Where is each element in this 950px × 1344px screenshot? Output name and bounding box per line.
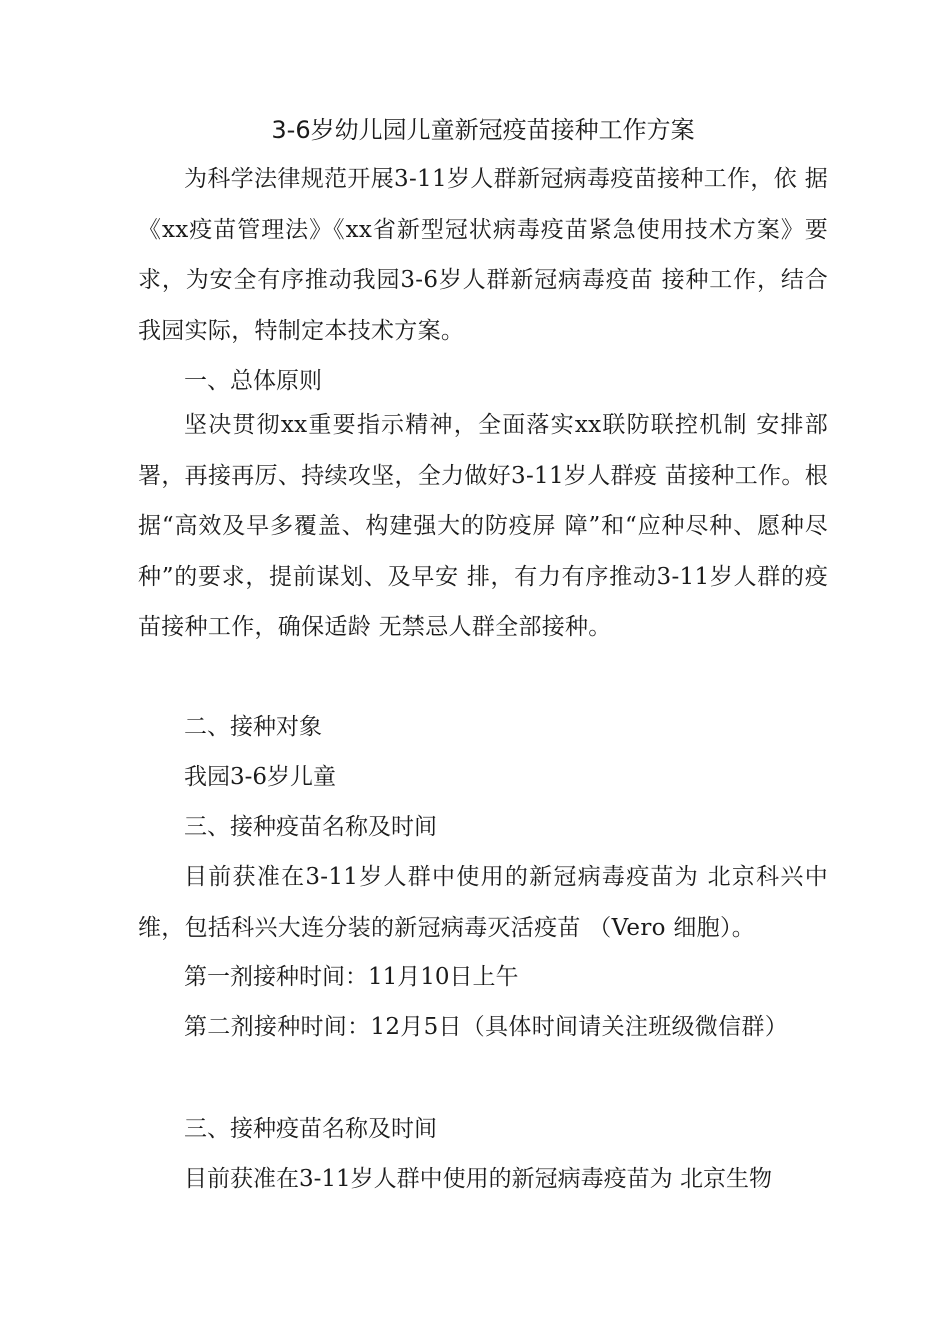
intro-paragraph: 为科学法律规范开展3-11岁人群新冠病毒疫苗接种工作，依 据《xx疫苗管理法》《xx省新型冠状病毒疫苗紧急使用技术方案》要求，为安全有序推动我园3-6岁人群新冠病毒疫苗 接种工作，结合我园实际，特制定本技术方案。	[138, 166, 828, 344]
section-heading-principles: 一、总体原则	[184, 368, 322, 394]
vaccine-paragraph-repeat: 目前获准在3-11岁人群中使用的新冠病毒疫苗为 北京生物	[184, 1166, 772, 1192]
section-heading-vaccine-repeat: 三、接种疫苗名称及时间	[184, 1116, 437, 1142]
dose-one-schedule: 第一剂接种时间：11月10日上午	[184, 964, 519, 990]
section-heading-vaccine: 三、接种疫苗名称及时间	[184, 814, 437, 840]
vaccine-paragraph: 目前获准在3-11岁人群中使用的新冠病毒疫苗为 北京科兴中维，包括科兴大连分装的新冠病毒灭活疫苗 （Vero 细胞）。	[138, 864, 828, 941]
principles-paragraph: 坚决贯彻xx重要指示精神，全面落实xx联防联控机制 安排部署，再接再厉、持续攻坚，全力做好3-11岁人群疫 苗接种工作。根据“高效及早多覆盖、构建强大的防疫屏 障”和“应种尽种、愿种尽种”的要求，提前谋划、及早安 排，有力有序推动3-11岁人群的疫苗接种工作，确保适龄 无禁忌人群全部接种。	[138, 412, 828, 640]
targets-paragraph: 我园3-6岁儿童	[184, 764, 337, 790]
section-heading-targets: 二、接种对象	[184, 714, 322, 740]
dose-two-schedule: 第二剂接种时间：12月5日（具体时间请关注班级微信群）	[184, 1014, 788, 1040]
document-title: 3-6岁幼儿园儿童新冠疫苗接种工作方案	[271, 116, 695, 144]
